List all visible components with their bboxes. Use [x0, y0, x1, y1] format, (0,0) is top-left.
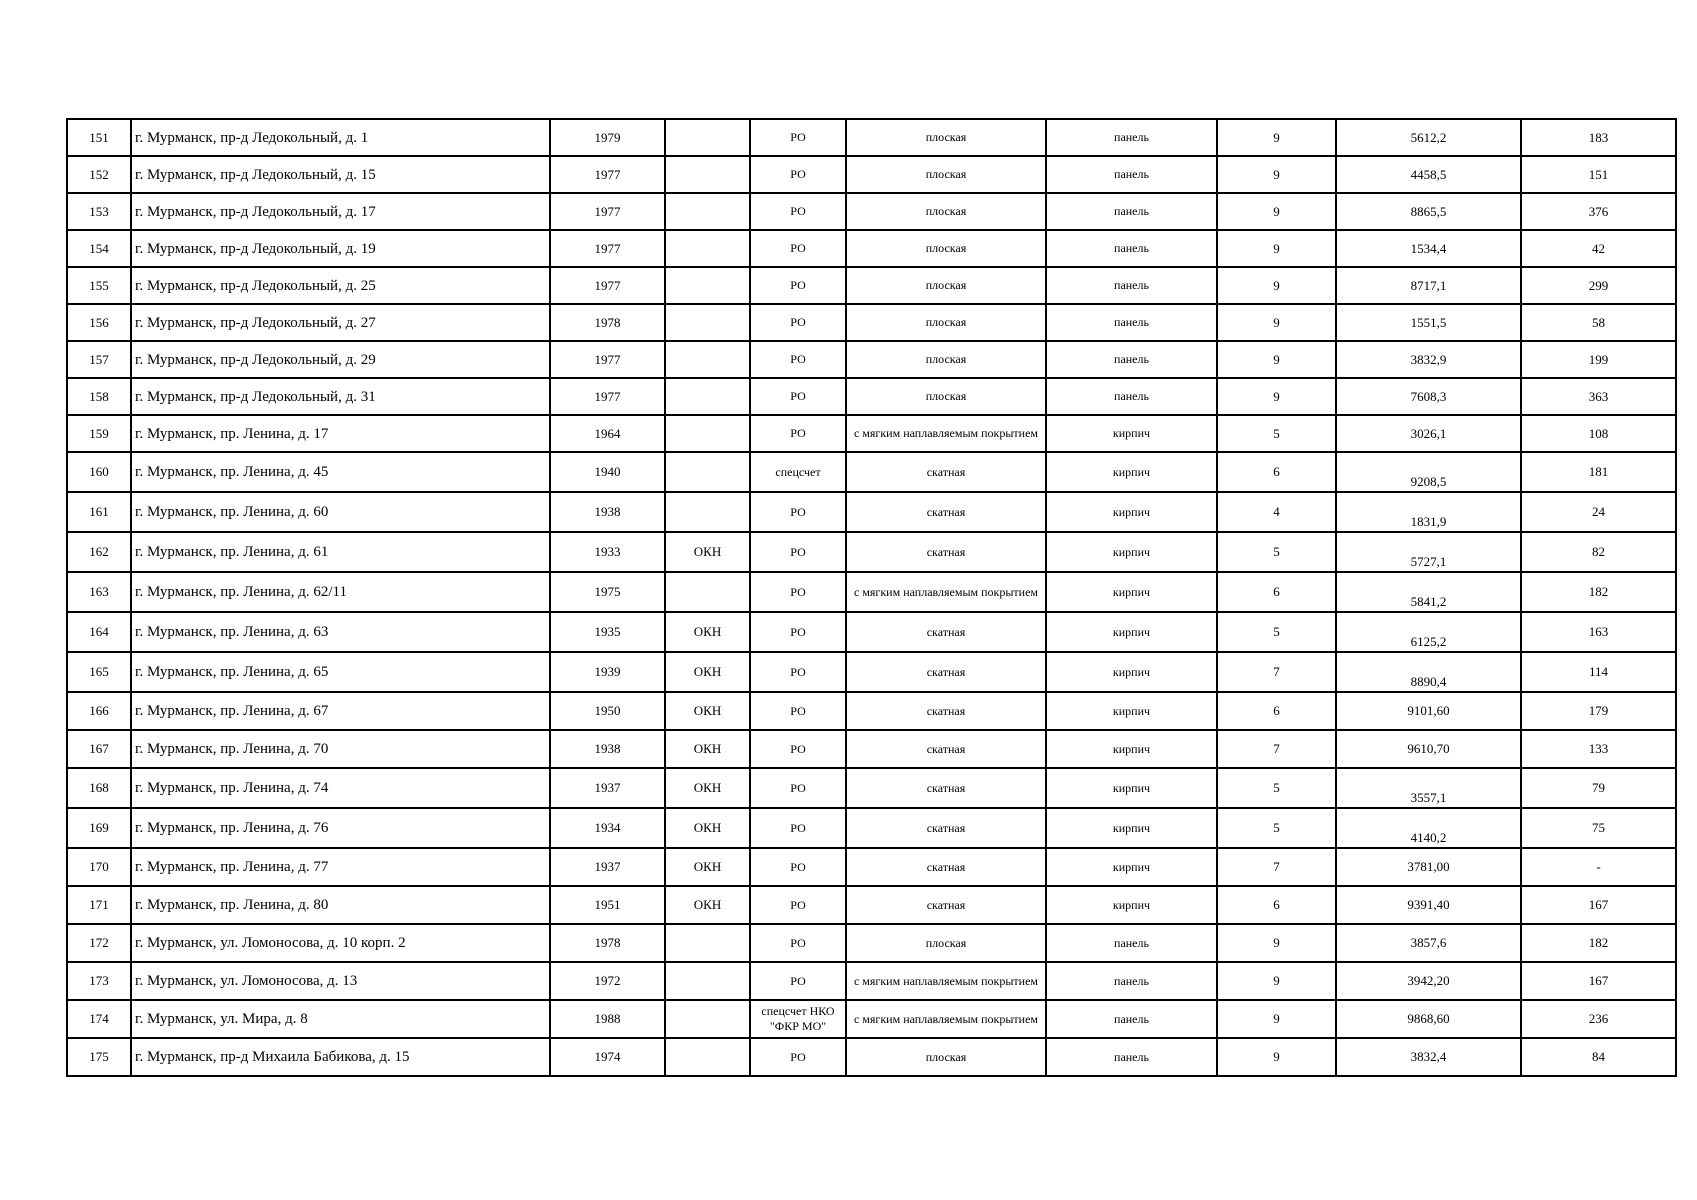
area-cell: 3781,00	[1336, 848, 1521, 886]
row-number-cell: 169	[67, 808, 131, 848]
table-row	[67, 652, 1676, 692]
floors-cell: 9	[1217, 341, 1336, 378]
area-cell: 9610,70	[1336, 730, 1521, 768]
year-built-cell: 1977	[550, 193, 665, 230]
fund-method-cell: РО	[750, 652, 846, 692]
floors-cell: 5	[1217, 808, 1336, 848]
address-cell: г. Мурманск, пр. Ленина, д. 70	[131, 730, 550, 768]
wall-material-cell: панель	[1046, 193, 1217, 230]
heritage-status-cell	[665, 962, 750, 1000]
heritage-status-cell	[665, 378, 750, 415]
table-row	[67, 193, 1676, 230]
area-cell: 7608,3	[1336, 378, 1521, 415]
area-cell: 5841,2	[1336, 572, 1521, 612]
year-built-cell: 1979	[550, 119, 665, 156]
row-number-cell: 155	[67, 267, 131, 304]
wall-material-cell: кирпич	[1046, 768, 1217, 808]
wall-material-cell: панель	[1046, 962, 1217, 1000]
fund-method-cell: РО	[750, 924, 846, 962]
roof-type-cell: плоская	[846, 341, 1046, 378]
floors-cell: 9	[1217, 924, 1336, 962]
floors-cell: 9	[1217, 378, 1336, 415]
address-cell: г. Мурманск, ул. Ломоносова, д. 10 корп. 2	[131, 924, 550, 962]
fund-method-cell: РО	[750, 532, 846, 572]
roof-type-cell: плоская	[846, 156, 1046, 193]
fund-method-cell: РО	[750, 692, 846, 730]
area-cell: 3026,1	[1336, 415, 1521, 452]
table-row	[67, 768, 1676, 808]
residents-cell: 133	[1521, 730, 1676, 768]
year-built-cell: 1951	[550, 886, 665, 924]
area-cell: 9208,5	[1336, 452, 1521, 492]
row-number-cell: 151	[67, 119, 131, 156]
wall-material-cell: кирпич	[1046, 652, 1217, 692]
fund-method-cell: РО	[750, 886, 846, 924]
residents-cell: 167	[1521, 886, 1676, 924]
residents-cell: -	[1521, 848, 1676, 886]
address-cell: г. Мурманск, пр-д Ледокольный, д. 1	[131, 119, 550, 156]
heritage-status-cell	[665, 452, 750, 492]
year-built-cell: 1977	[550, 230, 665, 267]
fund-method-cell: РО	[750, 156, 846, 193]
area-cell: 1534,4	[1336, 230, 1521, 267]
row-number-cell: 159	[67, 415, 131, 452]
area-cell: 4458,5	[1336, 156, 1521, 193]
area-cell: 5612,2	[1336, 119, 1521, 156]
row-number-cell: 165	[67, 652, 131, 692]
area-cell: 1831,9	[1336, 492, 1521, 532]
fund-method-cell: РО	[750, 808, 846, 848]
floors-cell: 9	[1217, 1000, 1336, 1038]
table-row	[67, 230, 1676, 267]
row-number-cell: 175	[67, 1038, 131, 1076]
table-row	[67, 730, 1676, 768]
row-number-cell: 162	[67, 532, 131, 572]
wall-material-cell: панель	[1046, 924, 1217, 962]
residents-cell: 114	[1521, 652, 1676, 692]
address-cell: г. Мурманск, пр-д Ледокольный, д. 27	[131, 304, 550, 341]
year-built-cell: 1975	[550, 572, 665, 612]
year-built-cell: 1978	[550, 304, 665, 341]
roof-type-cell: плоская	[846, 304, 1046, 341]
table-row	[67, 341, 1676, 378]
row-number-cell: 174	[67, 1000, 131, 1038]
year-built-cell: 1938	[550, 730, 665, 768]
residents-cell: 82	[1521, 532, 1676, 572]
area-cell: 1551,5	[1336, 304, 1521, 341]
wall-material-cell: кирпич	[1046, 692, 1217, 730]
year-built-cell: 1972	[550, 962, 665, 1000]
row-number-cell: 168	[67, 768, 131, 808]
row-number-cell: 163	[67, 572, 131, 612]
area-cell: 8717,1	[1336, 267, 1521, 304]
residents-cell: 199	[1521, 341, 1676, 378]
roof-type-cell: скатная	[846, 692, 1046, 730]
floors-cell: 7	[1217, 730, 1336, 768]
floors-cell: 9	[1217, 267, 1336, 304]
address-cell: г. Мурманск, пр. Ленина, д. 65	[131, 652, 550, 692]
table-row	[67, 119, 1676, 156]
wall-material-cell: кирпич	[1046, 572, 1217, 612]
table-row	[67, 1038, 1676, 1076]
year-built-cell: 1974	[550, 1038, 665, 1076]
residents-cell: 182	[1521, 572, 1676, 612]
roof-type-cell: скатная	[846, 492, 1046, 532]
address-cell: г. Мурманск, пр. Ленина, д. 76	[131, 808, 550, 848]
table-row	[67, 886, 1676, 924]
area-cell: 9868,60	[1336, 1000, 1521, 1038]
address-cell: г. Мурманск, пр-д Ледокольный, д. 17	[131, 193, 550, 230]
address-cell: г. Мурманск, пр. Ленина, д. 67	[131, 692, 550, 730]
roof-type-cell: скатная	[846, 652, 1046, 692]
roof-type-cell: плоская	[846, 924, 1046, 962]
table-row	[67, 848, 1676, 886]
residents-cell: 108	[1521, 415, 1676, 452]
residents-cell: 179	[1521, 692, 1676, 730]
address-cell: г. Мурманск, пр. Ленина, д. 80	[131, 886, 550, 924]
year-built-cell: 1978	[550, 924, 665, 962]
heritage-status-cell: ОКН	[665, 886, 750, 924]
row-number-cell: 172	[67, 924, 131, 962]
row-number-cell: 170	[67, 848, 131, 886]
area-cell: 3832,9	[1336, 341, 1521, 378]
wall-material-cell: кирпич	[1046, 532, 1217, 572]
heritage-status-cell	[665, 492, 750, 532]
address-cell: г. Мурманск, пр-д Ледокольный, д. 29	[131, 341, 550, 378]
table-row	[67, 962, 1676, 1000]
heritage-status-cell: ОКН	[665, 532, 750, 572]
roof-type-cell: плоская	[846, 378, 1046, 415]
residents-cell: 151	[1521, 156, 1676, 193]
year-built-cell: 1937	[550, 768, 665, 808]
wall-material-cell: кирпич	[1046, 808, 1217, 848]
floors-cell: 9	[1217, 119, 1336, 156]
roof-type-cell: скатная	[846, 452, 1046, 492]
wall-material-cell: панель	[1046, 378, 1217, 415]
roof-type-cell: плоская	[846, 1038, 1046, 1076]
wall-material-cell: кирпич	[1046, 886, 1217, 924]
address-cell: г. Мурманск, ул. Мира, д. 8	[131, 1000, 550, 1038]
address-cell: г. Мурманск, пр. Ленина, д. 77	[131, 848, 550, 886]
heritage-status-cell	[665, 156, 750, 193]
table-row	[67, 304, 1676, 341]
table-row	[67, 378, 1676, 415]
table-row	[67, 612, 1676, 652]
row-number-cell: 152	[67, 156, 131, 193]
row-number-cell: 157	[67, 341, 131, 378]
floors-cell: 5	[1217, 532, 1336, 572]
roof-type-cell: плоская	[846, 230, 1046, 267]
row-number-cell: 161	[67, 492, 131, 532]
residents-cell: 42	[1521, 230, 1676, 267]
fund-method-cell: РО	[750, 193, 846, 230]
area-cell: 8890,4	[1336, 652, 1521, 692]
wall-material-cell: кирпич	[1046, 730, 1217, 768]
area-cell: 9391,40	[1336, 886, 1521, 924]
heritage-status-cell: ОКН	[665, 692, 750, 730]
residents-cell: 163	[1521, 612, 1676, 652]
residents-cell: 84	[1521, 1038, 1676, 1076]
fund-method-cell: РО	[750, 572, 846, 612]
address-cell: г. Мурманск, пр. Ленина, д. 17	[131, 415, 550, 452]
table-row	[67, 156, 1676, 193]
row-number-cell: 160	[67, 452, 131, 492]
roof-type-cell: скатная	[846, 768, 1046, 808]
table-row	[67, 572, 1676, 612]
area-cell: 3857,6	[1336, 924, 1521, 962]
heritage-status-cell	[665, 230, 750, 267]
table-row	[67, 1000, 1676, 1038]
roof-type-cell: плоская	[846, 267, 1046, 304]
roof-type-cell: скатная	[846, 848, 1046, 886]
wall-material-cell: панель	[1046, 156, 1217, 193]
year-built-cell: 1950	[550, 692, 665, 730]
address-cell: г. Мурманск, пр. Ленина, д. 62/11	[131, 572, 550, 612]
floors-cell: 9	[1217, 1038, 1336, 1076]
area-cell: 9101,60	[1336, 692, 1521, 730]
fund-method-cell: РО	[750, 962, 846, 1000]
residents-cell: 181	[1521, 452, 1676, 492]
address-cell: г. Мурманск, пр-д Ледокольный, д. 19	[131, 230, 550, 267]
fund-method-cell: РО	[750, 378, 846, 415]
address-cell: г. Мурманск, пр-д Ледокольный, д. 31	[131, 378, 550, 415]
year-built-cell: 1977	[550, 156, 665, 193]
roof-type-cell: с мягким наплавляемым покрытием	[846, 1000, 1046, 1038]
row-number-cell: 164	[67, 612, 131, 652]
wall-material-cell: панель	[1046, 1038, 1217, 1076]
table-row	[67, 452, 1676, 492]
wall-material-cell: кирпич	[1046, 848, 1217, 886]
roof-type-cell: скатная	[846, 730, 1046, 768]
floors-cell: 7	[1217, 652, 1336, 692]
year-built-cell: 1977	[550, 267, 665, 304]
residents-cell: 79	[1521, 768, 1676, 808]
wall-material-cell: панель	[1046, 1000, 1217, 1038]
address-cell: г. Мурманск, пр. Ленина, д. 45	[131, 452, 550, 492]
address-cell: г. Мурманск, пр. Ленина, д. 60	[131, 492, 550, 532]
fund-method-cell: РО	[750, 848, 846, 886]
fund-method-cell: РО	[750, 267, 846, 304]
heritage-status-cell: ОКН	[665, 652, 750, 692]
wall-material-cell: панель	[1046, 119, 1217, 156]
heritage-status-cell	[665, 572, 750, 612]
residents-cell: 299	[1521, 267, 1676, 304]
floors-cell: 6	[1217, 572, 1336, 612]
heritage-status-cell: ОКН	[665, 808, 750, 848]
table-row	[67, 492, 1676, 532]
row-number-cell: 166	[67, 692, 131, 730]
residents-cell: 182	[1521, 924, 1676, 962]
heritage-status-cell	[665, 341, 750, 378]
heritage-status-cell	[665, 1038, 750, 1076]
roof-type-cell: скатная	[846, 612, 1046, 652]
roof-type-cell: с мягким наплавляемым покрытием	[846, 962, 1046, 1000]
floors-cell: 4	[1217, 492, 1336, 532]
row-number-cell: 154	[67, 230, 131, 267]
fund-method-cell: РО	[750, 304, 846, 341]
year-built-cell: 1940	[550, 452, 665, 492]
year-built-cell: 1977	[550, 378, 665, 415]
residents-cell: 75	[1521, 808, 1676, 848]
year-built-cell: 1937	[550, 848, 665, 886]
fund-method-cell: РО	[750, 1038, 846, 1076]
roof-type-cell: плоская	[846, 193, 1046, 230]
area-cell: 3832,4	[1336, 1038, 1521, 1076]
fund-method-cell: спецсчет НКО "ФКР МО"	[750, 1000, 846, 1038]
table-row	[67, 267, 1676, 304]
row-number-cell: 171	[67, 886, 131, 924]
roof-type-cell: скатная	[846, 532, 1046, 572]
row-number-cell: 156	[67, 304, 131, 341]
address-cell: г. Мурманск, пр-д Ледокольный, д. 25	[131, 267, 550, 304]
housing-registry-table	[66, 118, 1677, 1077]
floors-cell: 5	[1217, 415, 1336, 452]
year-built-cell: 1964	[550, 415, 665, 452]
floors-cell: 9	[1217, 962, 1336, 1000]
floors-cell: 7	[1217, 848, 1336, 886]
fund-method-cell: РО	[750, 492, 846, 532]
heritage-status-cell	[665, 1000, 750, 1038]
heritage-status-cell: ОКН	[665, 730, 750, 768]
roof-type-cell: с мягким наплавляемым покрытием	[846, 572, 1046, 612]
table-row	[67, 415, 1676, 452]
roof-type-cell: скатная	[846, 886, 1046, 924]
fund-method-cell: РО	[750, 119, 846, 156]
roof-type-cell: плоская	[846, 119, 1046, 156]
wall-material-cell: панель	[1046, 341, 1217, 378]
wall-material-cell: панель	[1046, 304, 1217, 341]
row-number-cell: 173	[67, 962, 131, 1000]
roof-type-cell: скатная	[846, 808, 1046, 848]
residents-cell: 363	[1521, 378, 1676, 415]
area-cell: 4140,2	[1336, 808, 1521, 848]
floors-cell: 9	[1217, 304, 1336, 341]
fund-method-cell: РО	[750, 612, 846, 652]
year-built-cell: 1933	[550, 532, 665, 572]
heritage-status-cell: ОКН	[665, 848, 750, 886]
row-number-cell: 167	[67, 730, 131, 768]
floors-cell: 5	[1217, 612, 1336, 652]
floors-cell: 9	[1217, 193, 1336, 230]
year-built-cell: 1935	[550, 612, 665, 652]
fund-method-cell: РО	[750, 415, 846, 452]
table-row	[67, 924, 1676, 962]
row-number-cell: 153	[67, 193, 131, 230]
residents-cell: 376	[1521, 193, 1676, 230]
row-number-cell: 158	[67, 378, 131, 415]
residents-cell: 58	[1521, 304, 1676, 341]
heritage-status-cell	[665, 193, 750, 230]
year-built-cell: 1977	[550, 341, 665, 378]
table-row	[67, 692, 1676, 730]
year-built-cell: 1988	[550, 1000, 665, 1038]
table-row	[67, 532, 1676, 572]
residents-cell: 236	[1521, 1000, 1676, 1038]
address-cell: г. Мурманск, пр. Ленина, д. 63	[131, 612, 550, 652]
address-cell: г. Мурманск, ул. Ломоносова, д. 13	[131, 962, 550, 1000]
wall-material-cell: панель	[1046, 230, 1217, 267]
fund-method-cell: РО	[750, 230, 846, 267]
area-cell: 8865,5	[1336, 193, 1521, 230]
table-body	[67, 119, 1676, 1076]
fund-method-cell: РО	[750, 768, 846, 808]
wall-material-cell: панель	[1046, 267, 1217, 304]
fund-method-cell: РО	[750, 730, 846, 768]
heritage-status-cell	[665, 304, 750, 341]
roof-type-cell: с мягким наплавляемым покрытием	[846, 415, 1046, 452]
wall-material-cell: кирпич	[1046, 452, 1217, 492]
wall-material-cell: кирпич	[1046, 415, 1217, 452]
table-row	[67, 808, 1676, 848]
fund-method-cell: спецсчет	[750, 452, 846, 492]
heritage-status-cell	[665, 267, 750, 304]
area-cell: 6125,2	[1336, 612, 1521, 652]
year-built-cell: 1938	[550, 492, 665, 532]
floors-cell: 6	[1217, 452, 1336, 492]
wall-material-cell: кирпич	[1046, 612, 1217, 652]
area-cell: 3557,1	[1336, 768, 1521, 808]
residents-cell: 183	[1521, 119, 1676, 156]
wall-material-cell: кирпич	[1046, 492, 1217, 532]
address-cell: г. Мурманск, пр-д Ледокольный, д. 15	[131, 156, 550, 193]
floors-cell: 6	[1217, 692, 1336, 730]
heritage-status-cell	[665, 924, 750, 962]
fund-method-cell: РО	[750, 341, 846, 378]
residents-cell: 167	[1521, 962, 1676, 1000]
floors-cell: 9	[1217, 156, 1336, 193]
area-cell: 3942,20	[1336, 962, 1521, 1000]
heritage-status-cell	[665, 415, 750, 452]
address-cell: г. Мурманск, пр. Ленина, д. 61	[131, 532, 550, 572]
residents-cell: 24	[1521, 492, 1676, 532]
area-cell: 5727,1	[1336, 532, 1521, 572]
floors-cell: 9	[1217, 230, 1336, 267]
address-cell: г. Мурманск, пр-д Михаила Бабикова, д. 15	[131, 1038, 550, 1076]
floors-cell: 6	[1217, 886, 1336, 924]
heritage-status-cell: ОКН	[665, 612, 750, 652]
address-cell: г. Мурманск, пр. Ленина, д. 74	[131, 768, 550, 808]
year-built-cell: 1934	[550, 808, 665, 848]
year-built-cell: 1939	[550, 652, 665, 692]
floors-cell: 5	[1217, 768, 1336, 808]
heritage-status-cell	[665, 119, 750, 156]
heritage-status-cell: ОКН	[665, 768, 750, 808]
